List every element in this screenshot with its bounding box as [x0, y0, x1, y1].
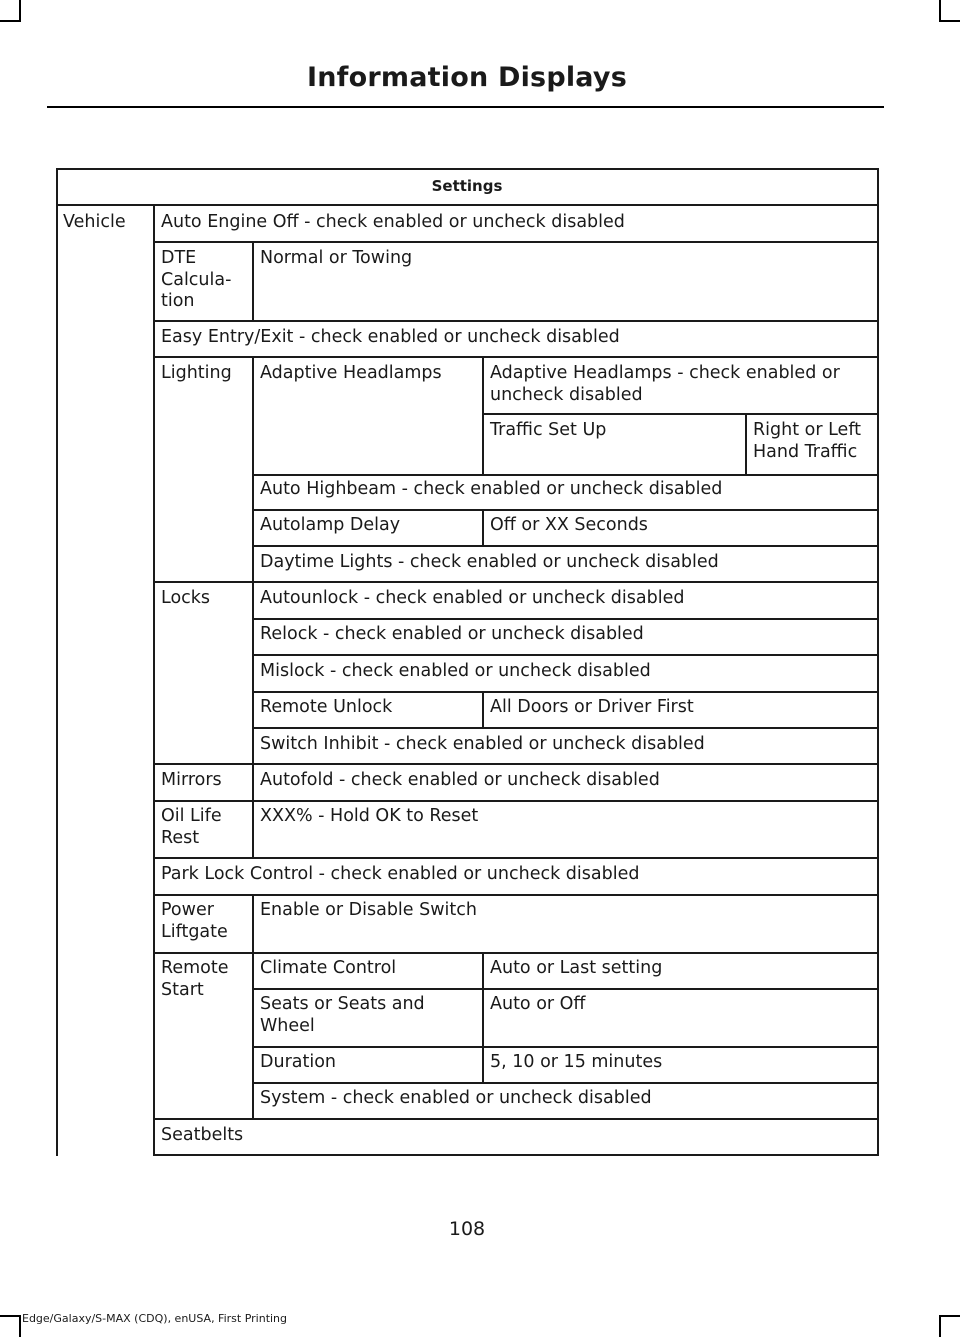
col-line: [252, 894, 254, 952]
cell-dte-calculation: DTE Calcula- tion: [161, 248, 232, 311]
col-line: [482, 509, 484, 545]
cell-vehicle: Vehicle: [63, 212, 126, 232]
cell-auto-or-last-setting: Auto or Last setting: [490, 958, 663, 978]
crop-mark: [0, 1315, 21, 1317]
cell-adaptive-headlamps-check: Adaptive Headlamps - check enabled or uncheck disabled: [490, 363, 840, 405]
cell-seatbelts: Seatbelts: [161, 1125, 244, 1145]
cell-off-or-xx-seconds: Off or XX Seconds: [490, 515, 648, 535]
row-line: [153, 952, 878, 954]
cell-seats-or-seats-and-wheel: Seats or Seats and Wheel: [260, 994, 425, 1036]
cell-autolamp-delay: Autolamp Delay: [260, 515, 401, 535]
row-line: [252, 691, 878, 693]
cell-duration: Duration: [260, 1052, 337, 1072]
cell-autounlock: Autounlock - check enabled or uncheck disabled: [260, 588, 685, 608]
row-line: [252, 1082, 878, 1084]
row-line: [153, 894, 878, 896]
row-line: [252, 1046, 878, 1048]
row-line: [252, 727, 878, 729]
row-line: [153, 800, 878, 802]
row-line: [252, 618, 878, 620]
crop-mark: [19, 0, 21, 22]
row-line: [252, 509, 878, 511]
col-line: [745, 413, 747, 474]
settings-table: [56, 168, 878, 1156]
cell-mirrors: Mirrors: [161, 770, 222, 790]
col-line: [252, 356, 254, 581]
col-line: [252, 763, 254, 800]
page-title: Information Displays: [307, 62, 627, 93]
cell-easy-entry-exit: Easy Entry/Exit - check enabled or uncheck disabled: [161, 327, 620, 347]
cell-lighting: Lighting: [161, 363, 232, 383]
page-number: 108: [448, 1218, 486, 1240]
cell-hold-ok-to-reset: XXX% - Hold OK to Reset: [260, 806, 479, 826]
table-bottom-border: [153, 1154, 878, 1156]
table-right-border: [877, 168, 879, 1156]
col-line: [482, 691, 484, 727]
row-line: [153, 763, 878, 765]
table-caption: Settings: [431, 177, 503, 195]
cell-auto-highbeam: Auto Highbeam - check enabled or uncheck disabled: [260, 479, 723, 499]
crop-mark: [939, 0, 941, 22]
cell-remote-start: Remote Start: [161, 958, 229, 1000]
cell-right-or-left-hand-traffic: Right or Left Hand Traffic: [753, 420, 862, 462]
cell-oil-life-rest: Oil Life Rest: [161, 806, 222, 848]
row-line: [153, 1118, 878, 1120]
cell-switch-inhibit: Switch Inhibit - check enabled or uncheck disabled: [260, 734, 705, 754]
crop-mark: [19, 1315, 21, 1337]
row-line: [252, 654, 878, 656]
cell-daytime-lights: Daytime Lights - check enabled or uncheck disabled: [260, 552, 719, 572]
col-line: [252, 581, 254, 763]
cell-all-doors-or-driver-first: All Doors or Driver First: [490, 697, 694, 717]
row-line: [252, 474, 878, 476]
row-line: [153, 857, 878, 859]
cell-normal-or-towing: Normal or Towing: [260, 248, 413, 268]
cell-auto-or-off: Auto or Off: [490, 994, 586, 1014]
table-left-border: [56, 168, 58, 1156]
crop-mark: [939, 1315, 960, 1317]
crop-mark: [939, 20, 960, 22]
crop-mark: [939, 1315, 941, 1337]
row-line: [153, 241, 878, 243]
header-rule: [47, 106, 884, 108]
cell-climate-control: Climate Control: [260, 958, 397, 978]
cell-auto-engine-off: Auto Engine Off - check enabled or uncheck disabled: [161, 212, 625, 232]
footer-text: Edge/Galaxy/S-MAX (CDQ), enUSA, First Printing: [22, 1312, 288, 1325]
row-line: [252, 988, 878, 990]
crop-mark: [0, 20, 21, 22]
cell-enable-or-disable-switch: Enable or Disable Switch: [260, 900, 477, 920]
caption-divider: [56, 204, 878, 206]
col-line: [482, 952, 484, 1082]
column-divider: [153, 204, 155, 1156]
col-line: [252, 800, 254, 857]
cell-locks: Locks: [161, 588, 211, 608]
cell-adaptive-headlamps: Adaptive Headlamps: [260, 363, 442, 383]
row-line: [252, 545, 878, 547]
cell-relock: Relock - check enabled or uncheck disabled: [260, 624, 644, 644]
cell-duration-options: 5, 10 or 15 minutes: [490, 1052, 663, 1072]
row-line: [153, 320, 878, 322]
row-line: [153, 581, 878, 583]
col-line: [252, 952, 254, 1118]
col-line: [252, 241, 254, 320]
cell-system-check: System - check enabled or uncheck disabled: [260, 1088, 652, 1108]
row-line: [482, 413, 878, 415]
col-line: [482, 356, 484, 474]
cell-remote-unlock: Remote Unlock: [260, 697, 393, 717]
row-line: [153, 356, 878, 358]
cell-park-lock-control: Park Lock Control - check enabled or uncheck disabled: [161, 864, 640, 884]
table-top-border: [56, 168, 878, 170]
cell-mislock: Mislock - check enabled or uncheck disabled: [260, 661, 651, 681]
cell-power-liftgate: Power Liftgate: [161, 900, 228, 942]
cell-traffic-set-up: Traffic Set Up: [490, 420, 607, 440]
cell-autofold: Autofold - check enabled or uncheck disabled: [260, 770, 660, 790]
